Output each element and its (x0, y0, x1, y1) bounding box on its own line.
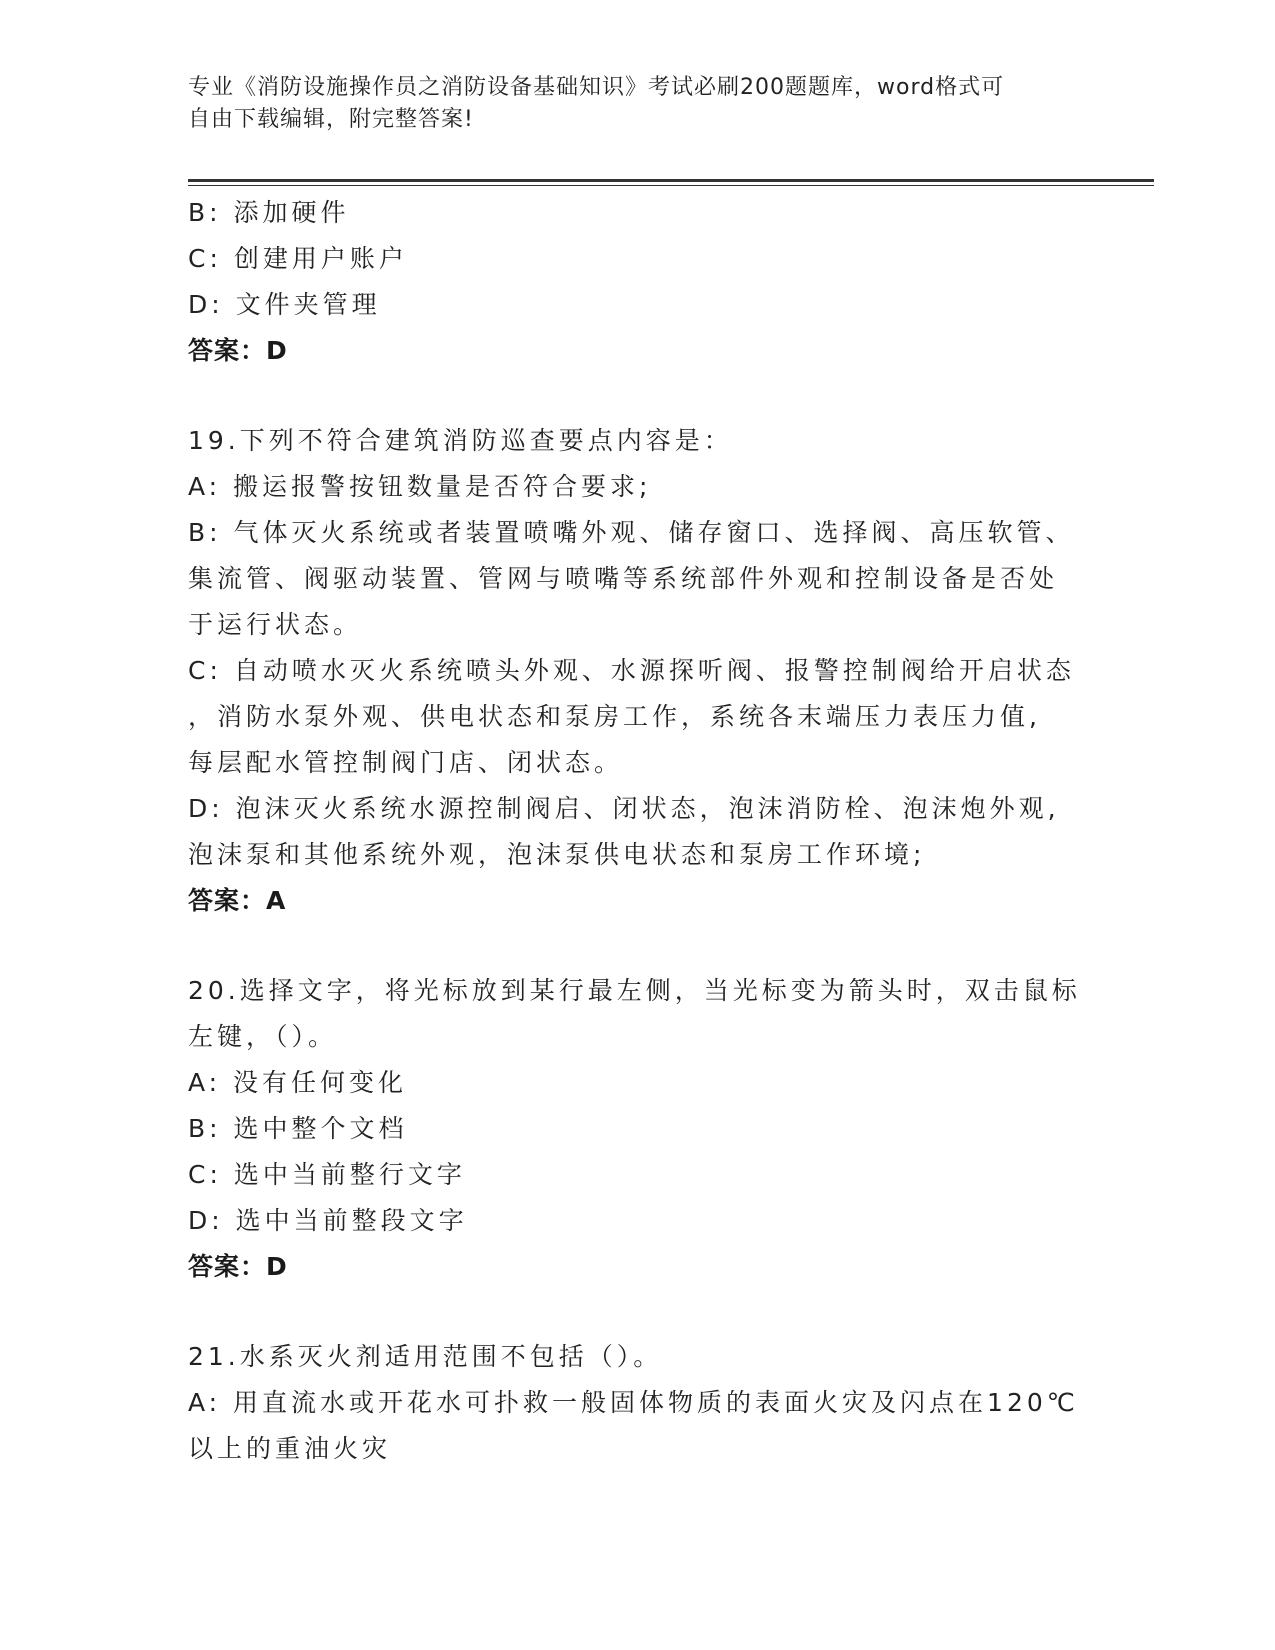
question-20 (188, 968, 1081, 1290)
header-divider-thick (188, 179, 1154, 182)
option-c: C: 创建用户账户 (188, 244, 408, 273)
header-title-line-1: 专业《消防设施操作员之消防设备基础知识》考试必刷200题题库，word格式可 (188, 75, 1005, 100)
option-c-continued: 每层配水管控制阀门店、闭状态。 (188, 748, 624, 777)
spacer (188, 1290, 1078, 1334)
header-divider-thin (188, 185, 1154, 186)
option-a: A: 搬运报警按钮数量是否符合要求; (188, 472, 652, 501)
answer-line: 答案：D (188, 1252, 288, 1281)
question-stem: 21.水系灭火剂适用范围不包括（）。 (188, 1342, 663, 1371)
option-d: D: 文件夹管理 (188, 290, 381, 319)
option-a-continued: 以上的重油火灾 (188, 1434, 392, 1463)
option-a: A: 没有任何变化 (188, 1068, 408, 1097)
question-stem-continued: 左键，（）。 (188, 1022, 338, 1051)
option-a: A: 用直流水或开花水可扑救一般固体物质的表面火灾及闪点在120℃ (188, 1388, 1079, 1417)
option-d: D: 选中当前整段文字 (188, 1206, 468, 1235)
question-content (188, 190, 1081, 1472)
question-21 (188, 1334, 1078, 1472)
option-b: B: 添加硬件 (188, 198, 350, 227)
option-b: B: 选中整个文档 (188, 1114, 408, 1143)
answer-line: 答案：A (188, 886, 287, 915)
option-b-continued: 于运行状态。 (188, 610, 363, 639)
option-c-continued: ，消防水泵外观、供电状态和泵房工作，系统各末端压力表压力值, (188, 702, 1041, 731)
option-b: B: 气体灭火系统或者装置喷嘴外观、储存窗口、选择阀、高压软管、 (188, 518, 1075, 547)
option-c: C: 自动喷水灭火系统喷头外观、水源探听阀、报警控制阀给开启状态 (188, 656, 1075, 685)
question-18-tail (188, 190, 1078, 374)
option-d: D: 泡沫灭火系统水源控制阀启、闭状态，泡沫消防栓、泡沫炮外观, (188, 794, 1060, 823)
option-d-continued: 泡沫泵和其他系统外观，泡沫泵供电状态和泵房工作环境; (188, 840, 926, 869)
option-c: C: 选中当前整行文字 (188, 1160, 466, 1189)
header-title-line-2: 自由下载编辑，附完整答案! (188, 107, 474, 132)
document-header (188, 72, 1068, 136)
option-b-continued: 集流管、阀驱动装置、管网与喷嘴等系统部件外观和控制设备是否处 (188, 564, 1059, 593)
question-stem: 20.选择文字，将光标放到某行最左侧，当光标变为箭头时，双击鼠标 (188, 976, 1081, 1005)
spacer (188, 374, 1078, 418)
answer-line: 答案：D (188, 336, 288, 365)
question-19 (188, 418, 1078, 924)
spacer (188, 924, 1078, 968)
question-stem: 19.下列不符合建筑消防巡查要点内容是： (188, 426, 733, 455)
